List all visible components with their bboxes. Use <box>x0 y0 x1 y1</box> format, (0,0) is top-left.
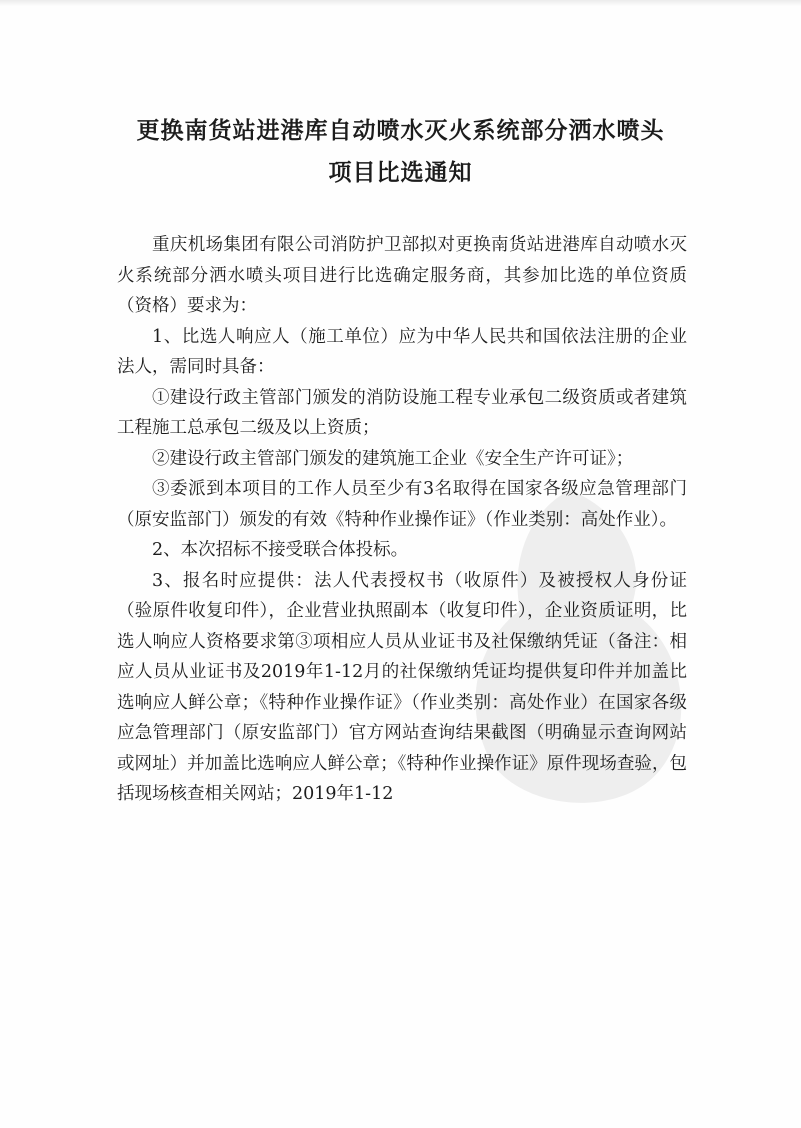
scan-edge <box>0 0 801 6</box>
document-title-line1: 更换南货站进港库自动喷水灭火系统部分洒水喷头 <box>136 117 665 144</box>
requirement-item-1: 1、比选人响应人（施工单位）应为中华人民共和国依法注册的企业法人，需同时具备： <box>117 326 687 377</box>
requirement-item-1c: ③委派到本项目的工作人员至少有3名取得在国家各级应急管理部门（原安监部门）颁发的有效《特种作业操作证》（作业类别：高处作业）。 <box>117 479 687 530</box>
requirement-item-3: 3、报名时应提供：法人代表授权书（收原件）及被授权人身份证（验原件收复印件），企业营业执照副本（收复印件），企业资质证明，比选人响应人资格要求第③项相应人员从业证书及社保缴纳凭证（备注：相应人员从业证书及2019年1-12月的社保缴纳凭证均提供复印件并加盖比选响应人鲜公章；《特种作业操作证》（作业类别：高处作业）在国家各级应急管理部门（原安监部门）官方网站查询结果截图（明确显示查询网站或网址）并加盖比选响应人鲜公章；《特种作业操作证》原件现场查验，包括现场核查相关网站；2019年1-12 <box>117 570 687 804</box>
intro-paragraph: 重庆机场集团有限公司消防护卫部拟对更换南货站进港库自动喷水灭火系统部分洒水喷头项目进行比选确定服务商，其参加比选的单位资质（资格）要求为： <box>117 235 687 316</box>
requirement-item-1a: ①建设行政主管部门颁发的消防设施工程专业承包二级资质或者建筑工程施工总承包二级及以上资质； <box>117 387 687 438</box>
requirement-item-2: 2、本次招标不接受联合体投标。 <box>152 540 409 560</box>
document-title-line2: 项目比选通知 <box>328 159 473 186</box>
requirement-item-1b: ②建设行政主管部门颁发的建筑施工企业《安全生产许可证》； <box>152 448 634 469</box>
document-body <box>117 230 687 810</box>
